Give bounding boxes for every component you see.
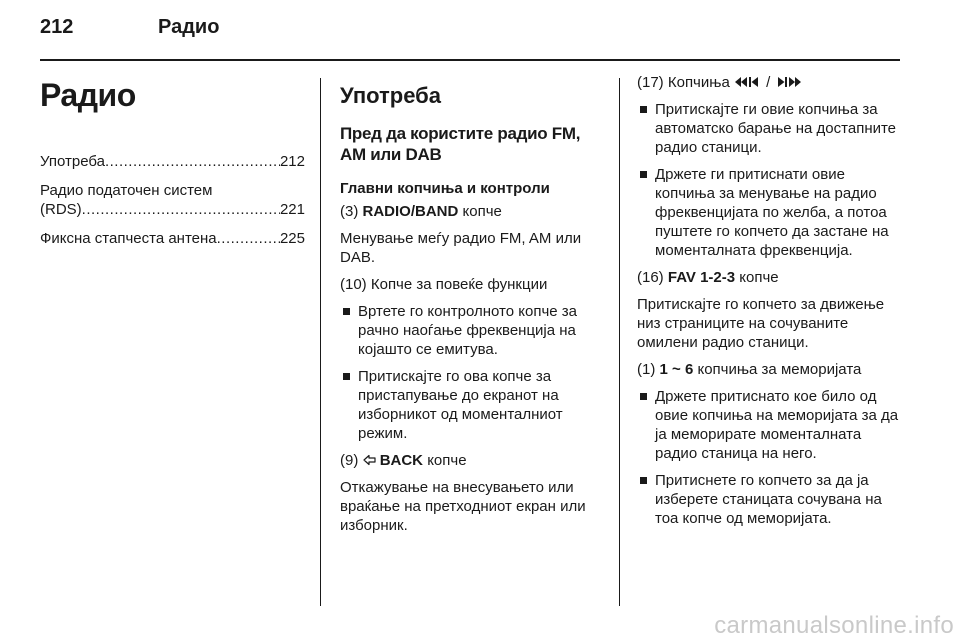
toc-page: 225 xyxy=(279,230,305,247)
seek-back-icon xyxy=(734,76,762,88)
toc-label: Фиксна стапчеста антена xyxy=(40,230,217,247)
item-memory-buttons: (1) 1 ~ 6 копчиња за меморијата xyxy=(637,361,862,378)
header-rule xyxy=(40,59,900,61)
item-back: (9) BACK копче xyxy=(340,452,467,469)
memory-bullets xyxy=(637,387,903,528)
seek-bullets xyxy=(637,100,903,260)
back-arrow-icon xyxy=(363,454,376,466)
toc-label-cont: (RDS) xyxy=(40,201,82,218)
list-item: Притискајте ги овие копчиња за автоматско барање на достапните радио станици. xyxy=(637,100,903,157)
list-item: Притискајте го ова копче за пристапување до екранот на изборникот од моменталниот режим. xyxy=(340,367,602,443)
right-column xyxy=(637,73,903,536)
list-item: Вртете го контролното копче за рачно наоѓање фреквенција на којашто се емитува. xyxy=(340,302,602,359)
item-fav: (16) FAV 1-2-3 копче xyxy=(637,269,779,286)
list-item: Притиснете го копчето за да ја изберете станицата сочувана на тоа копче од меморијата. xyxy=(637,471,903,528)
toc-leader xyxy=(217,229,280,248)
item-back-desc: Откажување на внесувањето или враќање на претходниот екран или изборник. xyxy=(340,479,586,534)
column-divider-1 xyxy=(320,78,321,606)
page-header xyxy=(40,14,920,50)
section-title: Употреба xyxy=(340,83,442,108)
toc-leader xyxy=(105,152,280,171)
middle-column xyxy=(340,73,602,543)
column-divider-2 xyxy=(619,78,620,606)
controls-heading: Главни копчиња и контроли xyxy=(340,180,550,197)
subsection-title: Пред да користите радио FM, AM или DAB xyxy=(340,124,581,164)
item-seek-buttons: (17) Копчиња / xyxy=(637,73,903,92)
list-item: Држете притиснато кое било од овие копчиња на меморијата за да ја меморирате моменталната радио станица на него. xyxy=(637,387,903,463)
item-fav-desc: Притискајте го копчето за движење низ страниците на сочуваните омилени радио станици. xyxy=(637,296,885,351)
toc-label: Радио податочен систем xyxy=(40,182,213,199)
toc-entry-rds[interactable] xyxy=(40,181,305,219)
toc-entry-antenna[interactable] xyxy=(40,229,305,248)
toc-page: 212 xyxy=(279,153,305,170)
watermark: carmanualsonline.info xyxy=(714,612,954,639)
item-radio-band-desc: Менување меѓу радио FM, AM или DAB. xyxy=(340,230,582,266)
chapter-title: Радио xyxy=(40,77,136,113)
toc-entry-usage[interactable] xyxy=(40,152,305,171)
page-number: 212 xyxy=(40,16,74,38)
toc-leader xyxy=(82,200,280,219)
header-title: Радио xyxy=(158,16,220,38)
list-item: Држете ги притиснати овие копчиња за менување на радио фреквенцијата по желба, а потоа пуштете го копчето да застане на моменталната фреквенција. xyxy=(637,165,903,260)
seek-forward-icon xyxy=(774,76,802,88)
multifunction-bullets xyxy=(340,302,602,443)
toc-label: Употреба xyxy=(40,153,105,170)
item-radio-band: (3) RADIO/BAND копче xyxy=(340,203,502,220)
toc-page: 221 xyxy=(279,201,305,218)
left-column xyxy=(40,73,305,258)
item-multifunction: (10) Копче за повеќе функции xyxy=(340,276,548,293)
